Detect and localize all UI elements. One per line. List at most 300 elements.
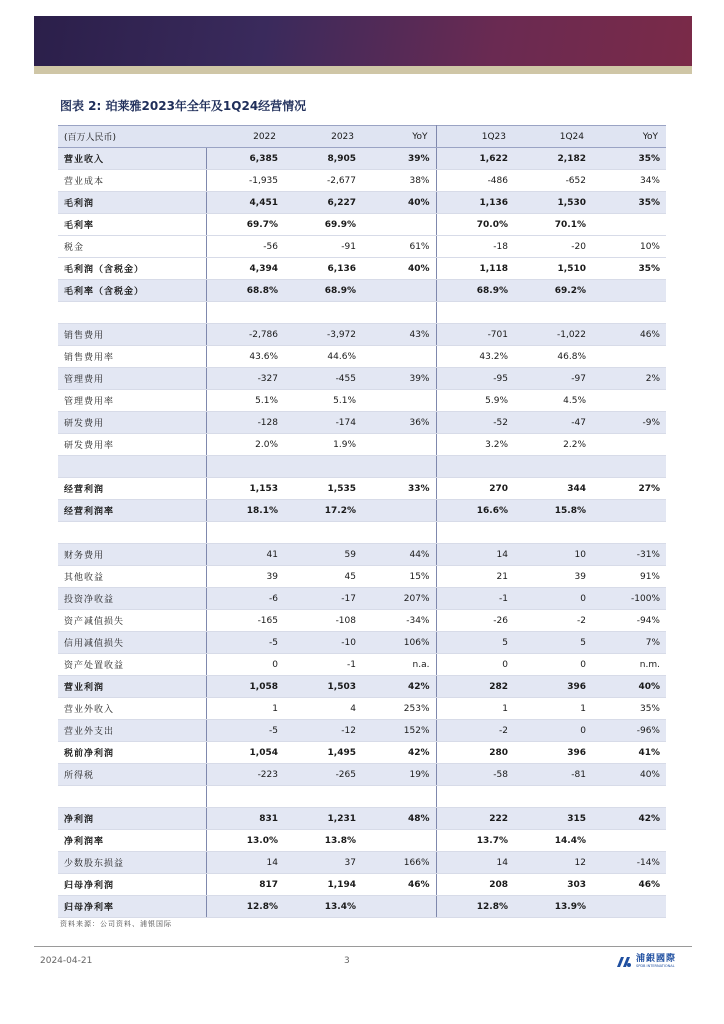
table-cell: -9% (592, 412, 666, 434)
table-cell: 46% (592, 324, 666, 346)
row-label: 管理费用 (58, 368, 206, 390)
table-row (58, 258, 666, 280)
table-cell: 12.8% (436, 896, 514, 918)
financial-table (58, 125, 666, 918)
table-cell: 27% (592, 478, 666, 500)
table-cell: 39 (206, 566, 284, 588)
row-label: 净利润 (58, 808, 206, 830)
table-cell: 45 (284, 566, 362, 588)
table-row (58, 764, 666, 786)
table-cell: 41% (592, 742, 666, 764)
table-cell: 42% (592, 808, 666, 830)
table-row (58, 280, 666, 302)
table-cell (592, 434, 666, 456)
table-cell: 61% (362, 236, 436, 258)
table-cell: 2% (592, 368, 666, 390)
table-cell: 35% (592, 258, 666, 280)
table-cell: 7% (592, 632, 666, 654)
table-cell: 106% (362, 632, 436, 654)
figure-label: 图表 2: (60, 99, 102, 113)
table-cell: -31% (592, 544, 666, 566)
table-cell: 1,622 (436, 148, 514, 170)
table-cell (362, 456, 436, 478)
table-row (58, 874, 666, 896)
row-label: 所得税 (58, 764, 206, 786)
table-cell: -6 (206, 588, 284, 610)
row-label (58, 302, 206, 324)
table-cell (362, 214, 436, 236)
table-cell: -2,786 (206, 324, 284, 346)
row-label: 税前净利润 (58, 742, 206, 764)
table-cell: 1 (514, 698, 592, 720)
table-cell: 17.2% (284, 500, 362, 522)
table-cell: 39% (362, 148, 436, 170)
table-cell (206, 456, 284, 478)
table-row (58, 192, 666, 214)
row-label: 研发费用 (58, 412, 206, 434)
table-cell: -1,022 (514, 324, 592, 346)
table-cell: 15% (362, 566, 436, 588)
row-label: 毛利润（含税金） (58, 258, 206, 280)
table-cell: -5 (206, 632, 284, 654)
table-row (58, 830, 666, 852)
table-row (58, 720, 666, 742)
table-cell: n.a. (362, 654, 436, 676)
table-cell: 68.9% (436, 280, 514, 302)
table-cell: -455 (284, 368, 362, 390)
table-cell: 5 (514, 632, 592, 654)
row-label: 资产处置收益 (58, 654, 206, 676)
table-cell: 69.9% (284, 214, 362, 236)
table-cell: -58 (436, 764, 514, 786)
table-cell: -108 (284, 610, 362, 632)
table-cell: 6,385 (206, 148, 284, 170)
header-cell: 1Q23 (436, 126, 514, 148)
table-cell (284, 302, 362, 324)
table-cell (592, 786, 666, 808)
table-cell: 46.8% (514, 346, 592, 368)
table-cell: 44% (362, 544, 436, 566)
table-cell: -94% (592, 610, 666, 632)
table-cell: 12 (514, 852, 592, 874)
table-row (58, 566, 666, 588)
table-cell: 14.4% (514, 830, 592, 852)
table-cell: 1,503 (284, 676, 362, 698)
table-row (58, 852, 666, 874)
table-cell: 19% (362, 764, 436, 786)
table-cell: 18.1% (206, 500, 284, 522)
table-cell: 4 (284, 698, 362, 720)
table-cell (362, 522, 436, 544)
row-label: 营业成本 (58, 170, 206, 192)
table-row (58, 610, 666, 632)
table-cell: 1,495 (284, 742, 362, 764)
table-row (58, 588, 666, 610)
table-cell: 42% (362, 742, 436, 764)
table-cell: 1 (436, 698, 514, 720)
table-cell: -327 (206, 368, 284, 390)
table-cell: 36% (362, 412, 436, 434)
table-row (58, 412, 666, 434)
table-cell: -95 (436, 368, 514, 390)
table-cell: 40% (362, 192, 436, 214)
table-row (58, 632, 666, 654)
table-cell: 0 (514, 588, 592, 610)
company-logo (615, 952, 685, 972)
table-cell: 69.7% (206, 214, 284, 236)
table-cell: -486 (436, 170, 514, 192)
table-cell (436, 302, 514, 324)
row-label: 投资净收益 (58, 588, 206, 610)
table-cell: -14% (592, 852, 666, 874)
table-cell: 303 (514, 874, 592, 896)
table-cell: 396 (514, 676, 592, 698)
table-cell: 43% (362, 324, 436, 346)
table-cell: 13.0% (206, 830, 284, 852)
table-cell: 13.4% (284, 896, 362, 918)
logo-text-en: SPDB INTERNATIONAL (636, 964, 675, 969)
table-cell: 21 (436, 566, 514, 588)
table-cell: 1,058 (206, 676, 284, 698)
table-cell (362, 302, 436, 324)
table-cell: 40% (592, 676, 666, 698)
table-cell: 40% (362, 258, 436, 280)
table-cell: 46% (592, 874, 666, 896)
table-cell: 10% (592, 236, 666, 258)
table-cell: -701 (436, 324, 514, 346)
table-cell: 35% (592, 148, 666, 170)
table-row (58, 742, 666, 764)
table-cell: -18 (436, 236, 514, 258)
table-cell: -10 (284, 632, 362, 654)
table-cell: -17 (284, 588, 362, 610)
table-cell: 68.8% (206, 280, 284, 302)
table-cell: -26 (436, 610, 514, 632)
table-cell: 48% (362, 808, 436, 830)
row-label: 经营利润率 (58, 500, 206, 522)
header-cell: 1Q24 (514, 126, 592, 148)
table-cell: 8,905 (284, 148, 362, 170)
table-cell (592, 456, 666, 478)
table-cell: 1.9% (284, 434, 362, 456)
logo-mark-icon (615, 955, 633, 969)
table-row (58, 434, 666, 456)
table-row (58, 346, 666, 368)
row-label: 毛利润 (58, 192, 206, 214)
table-cell: 3.2% (436, 434, 514, 456)
table-cell: 1,530 (514, 192, 592, 214)
table-cell: -165 (206, 610, 284, 632)
header-cell: YoY (592, 126, 666, 148)
table-cell: 10 (514, 544, 592, 566)
table-cell: -2,677 (284, 170, 362, 192)
table-cell: 33% (362, 478, 436, 500)
table-row (58, 500, 666, 522)
table-cell: 0 (514, 654, 592, 676)
table-cell: -223 (206, 764, 284, 786)
table-cell: 5 (436, 632, 514, 654)
table-cell: 35% (592, 192, 666, 214)
table-cell: 1,194 (284, 874, 362, 896)
table-cell: 280 (436, 742, 514, 764)
header-cell: 2022 (206, 126, 284, 148)
table-cell (362, 500, 436, 522)
table-cell: 34% (592, 170, 666, 192)
table-cell: 5.9% (436, 390, 514, 412)
table-cell: n.m. (592, 654, 666, 676)
table-cell (592, 830, 666, 852)
table-cell (514, 786, 592, 808)
table-cell (362, 896, 436, 918)
table-cell: 70.1% (514, 214, 592, 236)
table-cell: 222 (436, 808, 514, 830)
table-cell: -2 (514, 610, 592, 632)
row-label: 信用减值损失 (58, 632, 206, 654)
table-cell: 1,054 (206, 742, 284, 764)
row-label: 归母净利润 (58, 874, 206, 896)
table-cell (514, 522, 592, 544)
row-label: 销售费用 (58, 324, 206, 346)
table-cell: 13.9% (514, 896, 592, 918)
table-cell: 1,535 (284, 478, 362, 500)
row-label: 财务费用 (58, 544, 206, 566)
footer-divider (34, 946, 692, 947)
table-cell: 270 (436, 478, 514, 500)
row-label (58, 522, 206, 544)
table-cell: 16.6% (436, 500, 514, 522)
table-row (58, 698, 666, 720)
table-cell: -100% (592, 588, 666, 610)
table-cell: 12.8% (206, 896, 284, 918)
table-cell: 1,153 (206, 478, 284, 500)
table-cell: 396 (514, 742, 592, 764)
table-cell: 37 (284, 852, 362, 874)
row-label: 毛利率 (58, 214, 206, 236)
table-cell: 208 (436, 874, 514, 896)
row-label: 研发费用率 (58, 434, 206, 456)
table-cell: -96% (592, 720, 666, 742)
row-label: 营业利润 (58, 676, 206, 698)
figure-title (60, 97, 306, 114)
table-cell (362, 786, 436, 808)
table-spacer-row (58, 522, 666, 544)
header-cell: (百万人民币) (58, 126, 206, 148)
table-cell (206, 302, 284, 324)
table-cell: 42% (362, 676, 436, 698)
table-cell: 41 (206, 544, 284, 566)
table-row (58, 324, 666, 346)
table-cell: 1,118 (436, 258, 514, 280)
table-cell: -52 (436, 412, 514, 434)
table-cell: -652 (514, 170, 592, 192)
header-banner-stripe (34, 66, 692, 74)
table-cell: 166% (362, 852, 436, 874)
table-cell: -2 (436, 720, 514, 742)
table-cell: 39 (514, 566, 592, 588)
table-cell: 13.7% (436, 830, 514, 852)
table-cell (592, 280, 666, 302)
table-cell: 1,231 (284, 808, 362, 830)
table-cell: 38% (362, 170, 436, 192)
row-label: 销售费用率 (58, 346, 206, 368)
table-cell: 1 (206, 698, 284, 720)
table-spacer-row (58, 786, 666, 808)
table-cell (206, 522, 284, 544)
table-cell: 282 (436, 676, 514, 698)
table-row (58, 170, 666, 192)
table-cell: -1 (436, 588, 514, 610)
table-row (58, 236, 666, 258)
table-cell: -1,935 (206, 170, 284, 192)
table-cell: 4,394 (206, 258, 284, 280)
row-label (58, 786, 206, 808)
table-row (58, 676, 666, 698)
table-cell: 14 (436, 544, 514, 566)
table-cell (592, 500, 666, 522)
table-cell: -5 (206, 720, 284, 742)
table-cell: -265 (284, 764, 362, 786)
table-cell (436, 522, 514, 544)
table-cell (436, 786, 514, 808)
table-cell: 0 (436, 654, 514, 676)
footer-date: 2024-04-21 (40, 956, 93, 966)
table-cell (362, 390, 436, 412)
table-body (58, 148, 666, 918)
table-cell: 207% (362, 588, 436, 610)
table-cell: 253% (362, 698, 436, 720)
logo-text-cn: 浦銀國際 (636, 954, 677, 965)
row-label: 营业收入 (58, 148, 206, 170)
table-cell (284, 456, 362, 478)
table-cell: 35% (592, 698, 666, 720)
table-cell: 70.0% (436, 214, 514, 236)
table-row (58, 148, 666, 170)
row-label: 税金 (58, 236, 206, 258)
table-row (58, 808, 666, 830)
table-cell: 13.8% (284, 830, 362, 852)
table-cell: -34% (362, 610, 436, 632)
row-label: 管理费用率 (58, 390, 206, 412)
table-row (58, 478, 666, 500)
table-cell: -47 (514, 412, 592, 434)
header-cell: 2023 (284, 126, 362, 148)
table-cell (514, 456, 592, 478)
table-cell: 344 (514, 478, 592, 500)
table-cell: 43.2% (436, 346, 514, 368)
table-cell (362, 280, 436, 302)
table-cell: -91 (284, 236, 362, 258)
table-cell: -128 (206, 412, 284, 434)
header-cell: YoY (362, 126, 436, 148)
table-cell: 0 (206, 654, 284, 676)
table-row (58, 368, 666, 390)
table-cell: -174 (284, 412, 362, 434)
row-label: 毛利率（含税金） (58, 280, 206, 302)
table-cell: 14 (206, 852, 284, 874)
table-cell: 68.9% (284, 280, 362, 302)
table-cell: 1,136 (436, 192, 514, 214)
table-cell: -12 (284, 720, 362, 742)
row-label: 营业外收入 (58, 698, 206, 720)
table-cell: 39% (362, 368, 436, 390)
table-cell: -97 (514, 368, 592, 390)
table-row (58, 544, 666, 566)
table-row (58, 390, 666, 412)
table-cell: -81 (514, 764, 592, 786)
table-cell (592, 896, 666, 918)
table-cell: 14 (436, 852, 514, 874)
row-label (58, 456, 206, 478)
row-label: 净利润率 (58, 830, 206, 852)
table-cell: 2.0% (206, 434, 284, 456)
row-label: 营业外支出 (58, 720, 206, 742)
table-header-row (58, 126, 666, 148)
table-cell (362, 434, 436, 456)
table-cell: 40% (592, 764, 666, 786)
table-cell: 91% (592, 566, 666, 588)
table-cell: 6,136 (284, 258, 362, 280)
figure-title-text: 珀莱雅2023年全年及1Q24经营情况 (105, 99, 307, 113)
table-cell: 315 (514, 808, 592, 830)
row-label: 资产减值损失 (58, 610, 206, 632)
table-cell (592, 522, 666, 544)
table-spacer-row (58, 302, 666, 324)
table-cell: 4,451 (206, 192, 284, 214)
table-cell: 43.6% (206, 346, 284, 368)
table-cell: 4.5% (514, 390, 592, 412)
page-number: 3 (344, 956, 350, 966)
table-cell: 152% (362, 720, 436, 742)
table-cell: 2.2% (514, 434, 592, 456)
table-cell: 2,182 (514, 148, 592, 170)
source-note: 资料来源：公司资料、浦银国际 (60, 920, 172, 928)
table-cell (362, 830, 436, 852)
table-cell: 69.2% (514, 280, 592, 302)
table-cell: 0 (514, 720, 592, 742)
table-cell (284, 786, 362, 808)
row-label: 归母净利率 (58, 896, 206, 918)
table-cell: -1 (284, 654, 362, 676)
table-cell: 817 (206, 874, 284, 896)
table-cell: 6,227 (284, 192, 362, 214)
table-cell (514, 302, 592, 324)
header-banner (34, 16, 692, 66)
table-row (58, 214, 666, 236)
table-row (58, 896, 666, 918)
table-row (58, 654, 666, 676)
row-label: 其他收益 (58, 566, 206, 588)
table-cell (284, 522, 362, 544)
table-cell: 5.1% (284, 390, 362, 412)
table-cell (206, 786, 284, 808)
table-cell (592, 390, 666, 412)
table-cell: 59 (284, 544, 362, 566)
table-cell: 1,510 (514, 258, 592, 280)
row-label: 少数股东损益 (58, 852, 206, 874)
row-label: 经营利润 (58, 478, 206, 500)
table-cell (592, 302, 666, 324)
table-cell: 46% (362, 874, 436, 896)
table-cell: 5.1% (206, 390, 284, 412)
table-cell (436, 456, 514, 478)
table-cell: -56 (206, 236, 284, 258)
table-cell: -3,972 (284, 324, 362, 346)
table-cell (592, 346, 666, 368)
table-cell (592, 214, 666, 236)
table-cell (362, 346, 436, 368)
table-cell: 44.6% (284, 346, 362, 368)
table-cell: 831 (206, 808, 284, 830)
